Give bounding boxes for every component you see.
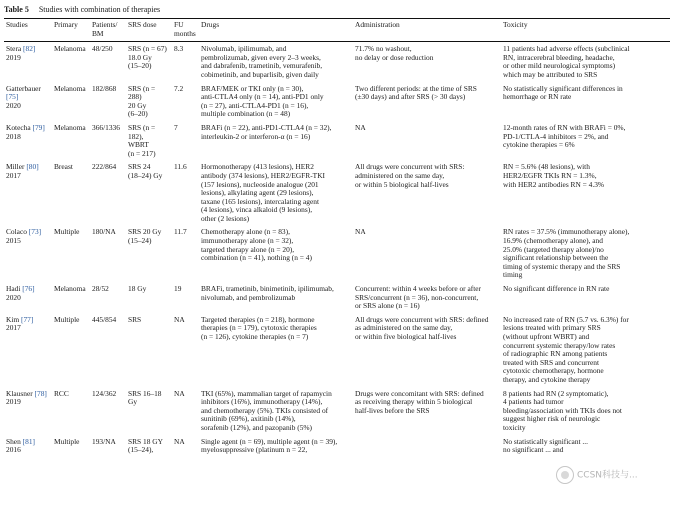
cell-administration: All drugs were concurrent with SRS: administered on the same day, or within 5 biological half-lives [355, 162, 465, 189]
study-year: 2017 [6, 323, 21, 333]
cell-drugs: BRAF/MEK or TKI only (n = 30), anti-CTLA4 only (n = 14), anti-PD1 only (n = 27), anti-CTLA4-PD1 (n = 16), multiple combination (n = 48) [201, 83, 324, 119]
cell-drugs: TKI (65%), mammalian target of rapamycin inhibitors (16%), immunotherapy (14%), and chemotherapy (5%). TKIs consisted of sunitinib (69%), axitinib (14%), sorafenib (12%), and pazopanib (5%) [201, 388, 332, 432]
study-author: Kotecha [6, 122, 31, 132]
table-row [4, 82, 670, 121]
cell-administration [353, 435, 501, 457]
cell-patients-bm: 28/52 [92, 284, 109, 294]
table-row [4, 42, 670, 82]
cell-srs-dose: SRS (n = 182), WBRT (n = 217) [128, 122, 156, 158]
cell-administration: Concurrent: within 4 weeks before or after SRS/concurrent (n = 36), non-concurrent, or SRS alone (n = 16) [355, 284, 482, 311]
study-reference-link[interactable]: [76] [22, 284, 35, 294]
study-author: Hadi [6, 284, 21, 294]
cell-administration: Two different periods: at the time of SRS (±30 days) and after SRS (> 30 days) [355, 83, 477, 102]
cell-study [4, 160, 52, 225]
study-author: Gatterbauer [6, 83, 41, 93]
study-reference-link[interactable]: [75] [6, 92, 19, 102]
study-year: 2015 [6, 236, 21, 246]
cell-patients-bm: 124/362 [92, 388, 117, 398]
header-patients-bm: Patients/ BM [90, 19, 126, 42]
cell-srs-dose: 18 Gy [128, 284, 147, 294]
cell-toxicity: 12-month rates of RN with BRAFi = 0%, PD-1/CTLA-4 inhibitors = 2%, and cytokine therapies = 6% [503, 122, 626, 150]
header-row [4, 19, 670, 42]
study-author: Klausner [6, 388, 33, 398]
study-year: 2019 [6, 52, 21, 62]
cell-srs-dose: SRS [128, 314, 142, 324]
cell-srs-dose: SRS 20 Gy (15–24) [128, 227, 162, 246]
cell-patients-bm: 182/868 [92, 83, 117, 93]
table-caption [4, 4, 670, 16]
cell-fu-months: 11.7 [174, 227, 187, 237]
cell-patients-bm: 445/854 [92, 314, 117, 324]
cell-administration: NA [355, 122, 366, 132]
study-reference-link[interactable]: [82] [23, 44, 36, 54]
cell-study [4, 282, 52, 313]
cell-study [4, 42, 52, 82]
watermark-text: CCSN科技与... [577, 470, 638, 481]
table-row [4, 313, 670, 387]
table-body [4, 42, 670, 457]
cell-drugs: Nivolumab, ipilimumab, and pembrolizumab, given every 2–3 weeks, and dabrafenib, trametinib, vemurafenib, cobimetinib, and buparlisib, given daily [201, 44, 323, 79]
cell-primary: Breast [54, 162, 73, 172]
header-studies: Studies [4, 19, 52, 42]
study-year: 2020 [6, 100, 21, 110]
cell-drugs: Targeted therapies (n = 218), hormone therapies (n = 179), cytotoxic therapies (n = 126), cytokine therapies (n = 7) [201, 314, 317, 341]
cell-patients-bm: 222/864 [92, 162, 117, 172]
cell-drugs: BRAFi, trametinib, binimetinib, ipilimumab, nivolumab, and pembrolizumab [201, 284, 334, 302]
study-year: 2016 [6, 445, 21, 455]
table-row [4, 435, 670, 457]
table-row [4, 160, 670, 225]
table-row [4, 121, 670, 160]
header-administration: Administration [353, 19, 501, 42]
cell-srs-dose: SRS 18 GY (15–24), [128, 436, 163, 455]
cell-primary: RCC [54, 388, 69, 398]
cell-srs-dose: SRS 16–18 Gy [128, 388, 162, 407]
study-reference-link[interactable]: [80] [26, 162, 39, 172]
cell-primary: Melanoma [54, 122, 86, 132]
study-year: 2019 [6, 397, 21, 407]
cell-study [4, 387, 52, 435]
study-reference-link[interactable]: [78] [34, 388, 47, 398]
cell-primary: Multiple [54, 314, 80, 324]
table-row [4, 387, 670, 435]
study-author: Miller [6, 162, 25, 172]
cell-drugs: Single agent (n = 69), multiple agent (n = 39), myelosuppressive (platinum n = 22, [201, 436, 338, 455]
cell-fu-months: NA [174, 388, 185, 398]
cell-fu-months: NA [174, 314, 185, 324]
cell-drugs: Hormonotherapy (413 lesions), HER2 antibody (374 lesions), HER2/EGFR-TKI (157 lesions), nucleoside analogue (201 lesions), alkylating agent (29 lesions), taxane (165 lesions), intercalating agent (4 lesions), vinca alkaloid (9 lesions), other (2 lesions) [201, 162, 325, 223]
study-reference-link[interactable]: [81] [22, 436, 35, 446]
cell-administration: All drugs were concurrent with SRS: defined as administered on the same day, or within five biological half-lives [355, 314, 489, 341]
header-primary: Primary [52, 19, 90, 42]
cell-fu-months: 19 [174, 284, 182, 294]
cell-study [4, 121, 52, 160]
cell-srs-dose: SRS (n = 67) 18.0 Gy (15–20) [128, 44, 167, 71]
table-title: Studies with combination of therapies [38, 5, 161, 14]
studies-table [4, 18, 670, 457]
cell-drugs: BRAFi (n = 22), anti-PD1-CTLA4 (n = 32), interleukin-2 or interferon-α (n = 16) [201, 122, 332, 141]
cell-fu-months: NA [174, 436, 185, 446]
study-reference-link[interactable]: [77] [21, 314, 34, 324]
cell-primary: Melanoma [54, 284, 86, 294]
cell-srs-dose: SRS 24 (18–24) Gy [128, 162, 163, 180]
cell-toxicity: No statistically significant differences in hemorrhage or RN rate [503, 83, 623, 102]
watermark-logo-icon [556, 466, 574, 484]
study-author: Kim [6, 314, 20, 324]
cell-toxicity: RN rates = 37.5% (immunotherapy alone), 16.9% (chemotherapy alone), and 25.0% (targeted therapy alone)/no significant relationship between the timing of systemic therapy and the SRS timing [503, 227, 630, 280]
cell-patients-bm: 180/NA [92, 227, 116, 237]
table-row [4, 225, 670, 282]
cell-toxicity: No statistically significant ... no significant ... and [503, 436, 588, 455]
study-year: 2020 [6, 292, 21, 302]
study-author: Colaco [6, 227, 27, 237]
cell-primary: Melanoma [54, 83, 86, 93]
cell-toxicity: RN = 5.6% (48 lesions), with HER2/EGFR TKIs RN = 1.3%, with HER2 antibodies RN = 4.3% [503, 162, 605, 189]
cell-drugs: Chemotherapy alone (n = 83), immunotherapy alone (n = 32), targeted therapy alone (n = 20), combination (n = 41), nothing (n = 4) [201, 227, 312, 263]
header-fu-months: FU months [172, 19, 199, 42]
header-toxicity: Toxicity [501, 19, 670, 42]
cell-fu-months: 7 [174, 122, 178, 132]
cell-administration: NA [355, 227, 366, 237]
cell-toxicity: No increased rate of RN (5.7 vs. 6.3%) for lesions treated with primary SRS (without upfront WBRT) and concurrent systemic therapy/low rates of radiographic RN among patients treated with SRS and concurrent cytotoxic chemotherapy, hormone therapy, and cytokine therapy [503, 314, 629, 384]
cell-fu-months: 11.6 [174, 162, 187, 172]
cell-administration: 71.7% no washout, no delay or dose reduction [355, 44, 434, 62]
cell-primary: Multiple [54, 227, 80, 237]
cell-primary: Multiple [54, 436, 80, 446]
header-srs-dose: SRS dose [126, 19, 172, 42]
cell-study [4, 435, 52, 457]
cell-primary: Melanoma [54, 44, 86, 54]
cell-patients-bm: 366/1336 [92, 122, 120, 132]
cell-study [4, 313, 52, 387]
study-author: Stera [6, 44, 22, 54]
cell-fu-months: 7.2 [174, 83, 184, 93]
cell-toxicity: 11 patients had adverse effects (subclinical RN, intracerebral bleeding, headache, or other mild neurological symptoms) which may be attributed to SRS [503, 44, 630, 79]
header-drugs: Drugs [199, 19, 353, 42]
study-author: Shen [6, 436, 21, 446]
cell-srs-dose: SRS (n = 288) 20 Gy (6–20) [128, 83, 156, 119]
study-year: 2017 [6, 170, 21, 180]
cell-patients-bm: 48/250 [92, 44, 113, 54]
cell-study [4, 225, 52, 282]
cell-toxicity: 8 patients had RN (2 symptomatic), 4 patients had tumor bleeding/association with TKIs does not suggest higher risk of neurologic toxicity [503, 388, 622, 432]
study-year: 2018 [6, 131, 21, 141]
study-reference-link[interactable]: [73] [28, 227, 42, 237]
table-row [4, 282, 670, 313]
table-label: Table 5 [4, 5, 29, 14]
cell-study [4, 82, 52, 121]
cell-toxicity: No significant difference in RN rate [503, 284, 610, 294]
cell-fu-months: 8.3 [174, 44, 184, 54]
cell-administration: Drugs were concomitant with SRS: defined as receiving therapy within 5 biological half-lives before the SRS [355, 388, 484, 415]
study-reference-link[interactable]: [79] [32, 122, 45, 132]
cell-patients-bm: 193/NA [92, 436, 116, 446]
watermark [556, 466, 664, 488]
